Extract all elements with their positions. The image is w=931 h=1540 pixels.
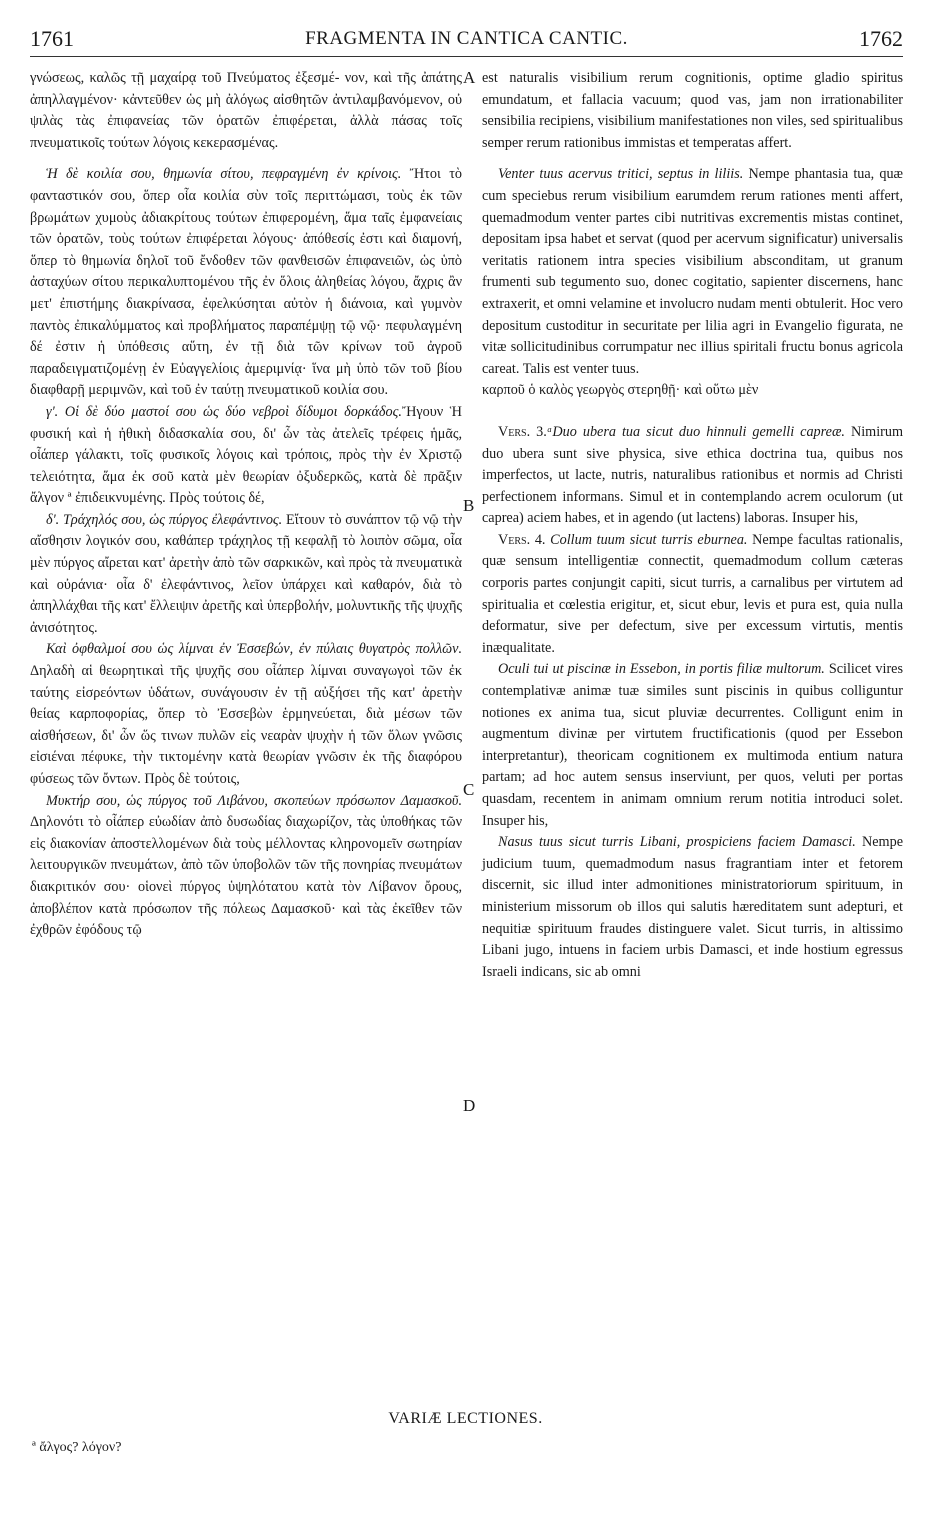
greek-paragraph-5 bbox=[30, 639, 462, 790]
greek-paragraph-1: γνώσεως, καλῶς τῇ μαχαίρᾳ τοῦ Πνεύματος ἐξεσμέ- νον, καὶ τῆς ἀπάτης ἀπηλλαγμένον· κἀντεῦθεν ὡς μὴ ἀλόγως αἰσθητῶν ἀντιλαμβανόμενον, οὐ ψιλὰς τὰς ἐπιφανείας τῶν ὁρατῶν ἐπιφέρεται, ἀλλὰ πάσας τοῖς πνευματικοῖς τούτων λόγοις κεκερασμένας. bbox=[30, 70, 462, 151]
latin-paragraph-1: est naturalis visibilium rerum cognitionis, optime gladio spiritus emundatum, et fallacia vacuum; quod vas, jam non irrationabiliter sensibilia recipiens, visibilium manifestationes non viles, sed spiritualibus semper rerum rationibus immistas et temperatas affert. bbox=[482, 70, 903, 151]
margin-marker-b: B bbox=[463, 496, 475, 515]
greek-text-4: Εἴτουν τὸ συνάπτον τῷ νῷ τὴν αἴσθησιν λογικόν σου, καθάπερ τράχηλος τῇ κεφαλῇ τὸ λοιπὸν σῶμα, οἷα μὲν πύργος αἴρεται κατ' ἀρετὴν ἀπὸ τῶν σαρκικῶν, καὶ πρὸς τὰ πνευματικὰ καὶ οὐράνια· οἷα δ' ἐλεφάντινος, λεῖον ὑπάρχει καὶ καθαρόν, διὰ τὸ ἀπηλλάχθαι τῆς κατ' ἔλλειψιν ἀρετῆς καὶ ὑπερβολήν, μολυντικῆς τῆς ψυχῆς ἀνισότητος. bbox=[30, 511, 462, 636]
variae-lectiones-heading: VARIÆ LECTIONES. bbox=[388, 1410, 543, 1427]
latin-paragraph-2 bbox=[482, 164, 903, 380]
latin-column bbox=[482, 68, 903, 983]
latin-lemma-3: ᵃDuo ubera tua sicut duo hinnuli gemelli capreæ. bbox=[546, 423, 845, 440]
running-title: FRAGMENTA IN CANTICA CANTIC. bbox=[305, 28, 628, 49]
greek-text-6: Δηλονότι τὸ οἷάπερ εὐωδίαν ἀπὸ δυσωδίας διαχωρίζον, τὰς ὑποθήκας τῶν εἰς διακονίαν ἀποστελλομένων διὰ τοὺς μέλλοντας κληρονομεῖν σωτηρίαν λειτουργικῶν πνευμάτων, ἀπὸ τῶν ὑποβολῶν τῶν τῆς πονηρίας πνευμάτων διακριτικόν σου· οἱονεὶ πύργος ὑψηλότατου κατὰ τὸν Λίβανον ὄρους, ἀποβλέπον κατὰ πρόσωπον τῆς πόλεως Δαμασκοῦ· καὶ τὰς ἐκεῖθεν τῶν ἐχθρῶν ἐφόδους τῷ bbox=[30, 814, 462, 939]
greek-lemma-6: Μυκτήρ σου, ὡς πύργος τοῦ Λιβάνου, σκοπεύων πρόσωπον Δαμασκοῦ. bbox=[46, 792, 462, 809]
greek-paragraph-6 bbox=[30, 791, 462, 942]
latin-lemma-2: Venter tuus acervus tritici, septus in liliis. bbox=[498, 166, 744, 183]
margin-marker-a: A bbox=[463, 68, 476, 87]
margin-marker-d: D bbox=[463, 1096, 476, 1115]
greek-lemma-3: γ'. Οἱ δὲ δύο μαστοί σου ὡς δύο νεβροὶ δίδυμοι δορκάδος. bbox=[46, 403, 402, 420]
latin-lemma-4: Collum tuum sicut turris eburnea. bbox=[545, 531, 748, 548]
latin-text-6: Nempe judicium tuum, quemadmodum nasus fragrantiam inter et fetorem discernit, sic illud inter admonitiones ministratoriorum spirituum, in ministerium missorum ob illos qui salutis hæreditatem sunt adepturi, et nequitiæ spirituum fraudes distinguere valet. Sicut turris, in altissimo Libani jugo, intuens in faciem urbis Damasci, et inde hostium egressus Israeli indicans, sic ab omni bbox=[482, 834, 903, 980]
greek-text-5: Δηλαδὴ αἱ θεωρητικαὶ τῆς ψυχῆς σου οἷάπερ λίμναι συναγωγοὶ τῶν ἐκ ταύτης εἰσρεόντων ὑδάτων, συνάγουσιν ἐν τῇ αὐξήσει τῆς κατ' ἀρετὴν θείας καρποφορίας, ὅπερ τὸ Ἐσσεβὼν ἑρμηνεύεται, διὰ μέσων τῶν αἰσθήσεων, δι' ὧν ὥς τινων πυλῶν εἰς νεαρὰν ψυχὴν ἡ τῶν ὅλων γνῶσις εἰσιέναι πέφυκε, τὴν τικτομένην κατὰ θεωρίαν γνῶσιν ἐκ τῆς διαφόρου φύσεως τῶν ὄντων. Πρὸς δὲ τούτοις, bbox=[30, 663, 462, 787]
greek-paragraph-4 bbox=[30, 510, 462, 640]
variant-note: ª ἄλγος? λόγον? bbox=[32, 1440, 122, 1455]
latin-text-3: Nimirum duo ubera sunt sive physica, sive ethica doctrina tua, quibus nos imperfectos, ut lacte, nutris, naturalibus rationibus et normis ad Christi perfectionem informans. Simul et in contemplando acrem oculorum (ut caprea) aciem habes, et in agendo (ut lactens) laboras. Insuper his, bbox=[482, 423, 903, 527]
greek-continuation: καρποῦ ὁ καλὸς γεωργὸς στερηθῇ· καὶ οὕτω μὲν bbox=[482, 382, 759, 399]
latin-paragraph-5 bbox=[482, 659, 903, 832]
greek-text-2: Ἤτοι τὸ φανταστικόν σου, ὅπερ οἷα κοιλία σὺν τοῖς περιττώμασι, τοὺς ἐκ τῶν βρωμάτων χυμοὺς ἀδιακρίτους τούτων ἐπιφερομένη, ἅμα ταῖς ἐμφανείαις τῶν ὁρατῶν, τοὺς τούτων ἐπιφέρεται λόγους· ἀπόθεσίς ἐστι καὶ διαμονή, ὅπερ τὸ θημωνία δηλοῖ τοῦ ἔνδοθεν τῶν φανθεισῶν ἐπιφανειῶν, ὡς ὑπὸ ἀσταχύων σίτου περικαλυπτομένου τῆς ἐν ὅλοις ἀληθείας λόγου, ἄχρις ἂν μετ' ἐπιστήμης διακρίνασα, ἐφελκύσηται αὐτὸν ἡ διάνοια, καὶ γυμνὸν παντὸς ἐπικαλύμματος καὶ προβλήματος παραπέμψῃ τῷ νῷ· πεφυλαγμένη δέ ἐστιν ἡ ὑπόθεσις αὕτη, ἐν τῇ διὰ τῶν κρίνων τοῦ ἀγροῦ παραδειγματιζομένῃ ἐν Εὐαγγελίοις ἀμεριμνίᾳ· ἵνα μὴ ὑπὸ τῶν τοῦ βίου διαφθαρῇ μεριμνῶν, καὶ τοῦ ἐν ταύτῃ πνευματικοῦ κοιλία σου. bbox=[30, 166, 462, 399]
greek-lemma-4: δ'. Τράχηλός σου, ὡς πύργος ἐλεφάντινος. bbox=[46, 511, 283, 528]
page-number-right: 1762 bbox=[859, 26, 903, 51]
latin-text-4: Nempe facultas rationalis, quæ sensum intelligentiæ connectit, quemadmodum collum cæteras corporis partes conjungit capiti, sicut turris, a carnalibus per virtutem ad spiritualia et cœlestia erigitur, et, sicut ebur, levis et pura est, quia nulla deformatur, sive per defectum, sive per excessum virtutis, mentis inæqualitate. bbox=[482, 531, 903, 656]
greek-paragraph-3 bbox=[30, 402, 462, 510]
latin-paragraph-6 bbox=[482, 832, 903, 983]
page-number-left: 1761 bbox=[30, 26, 74, 51]
latin-text-2: Nempe phantasia tua, quæ cum speciebus rerum visibilium earumdem rerum rationes menti affert, quemadmodum venter partes cibi nutritivas excrementis mistas continet, depositam ipsa habet et servat (quod per acervum significatur) universalis veritatis rationem intra species visibilium absconditam, ut granum frumenti sub tegumento suo, donec cogitatio, sapienter discernens, hanc extraxerit, et omni velamine et involucro nudam menti obtulerit. Hoc vero depositum custoditur in securitate per lilia agri in Evangelio figurata, ne vitæ sollicitudinibus corrumpatur nec illius spiritali fructu bonus agricola careat. Talis est venter tuus. bbox=[482, 166, 904, 377]
latin-lemma-6: Nasus tuus sicut turris Libani, prospiciens faciem Damasci. bbox=[498, 834, 856, 851]
margin-marker-c: C bbox=[463, 780, 475, 799]
greek-paragraph-2 bbox=[30, 164, 462, 402]
greek-text-3: Ἤγουν Ἡ φυσική καὶ ἡ ἠθικὴ διδασκαλία σου, δι' ὧν τὰς ἀτελεῖς τρέφεις ἡμᾶς, οἷάπερ γάλακτι, τοῖς φυσικοῖς λόγοις καὶ τρόποις, πρὸς τὴν ἐν Χριστῷ τελειότητα, ἅμα ἐκ σοῦ κατὰ μὲν θεωρίαν ὀξυδερκῶς, κατὰ δὲ πρᾶξιν ἄλγον ª ἐπιδεικνυμένης. Πρὸς τούτοις δέ, bbox=[30, 403, 462, 507]
greek-lemma-5: Καὶ ὀφθαλμοί σου ὡς λίμναι ἐν Ἐσσεβών, ἐν πύλαις θυγατρὸς πολλῶν. bbox=[46, 641, 462, 658]
latin-paragraph-4 bbox=[482, 530, 903, 660]
verse-label-3: Vers. 3. bbox=[498, 423, 547, 440]
latin-lemma-5: Oculi tui ut piscinæ in Essebon, in portis filiæ multorum. bbox=[498, 661, 825, 678]
verse-label-4: Vers. 4. bbox=[498, 531, 546, 548]
latin-paragraph-3 bbox=[482, 422, 903, 530]
latin-text-5: Scilicet vires contemplativæ animæ tuæ similes sunt piscinis in quibus colliguntur notiones ex anima tua, sicut pluviæ decurrentes. Colligunt enim in augmentum divinæ per virtutem fructificationis (quod per Essebon interpretantur), theoricam cognitionem ex multimoda entium natura partam; ad hoc autem sensus inserviunt, per quos, veluti per portas quasdam, recentem in animam omnium rerum notitia introduci solet. Insuper his, bbox=[482, 661, 903, 829]
greek-lemma-2: Ἡ δὲ κοιλία σου, θημωνία σίτου, πεφραγμένη ἐν κρίνοις. bbox=[46, 166, 402, 183]
greek-column bbox=[30, 68, 462, 942]
page-header bbox=[30, 26, 903, 57]
